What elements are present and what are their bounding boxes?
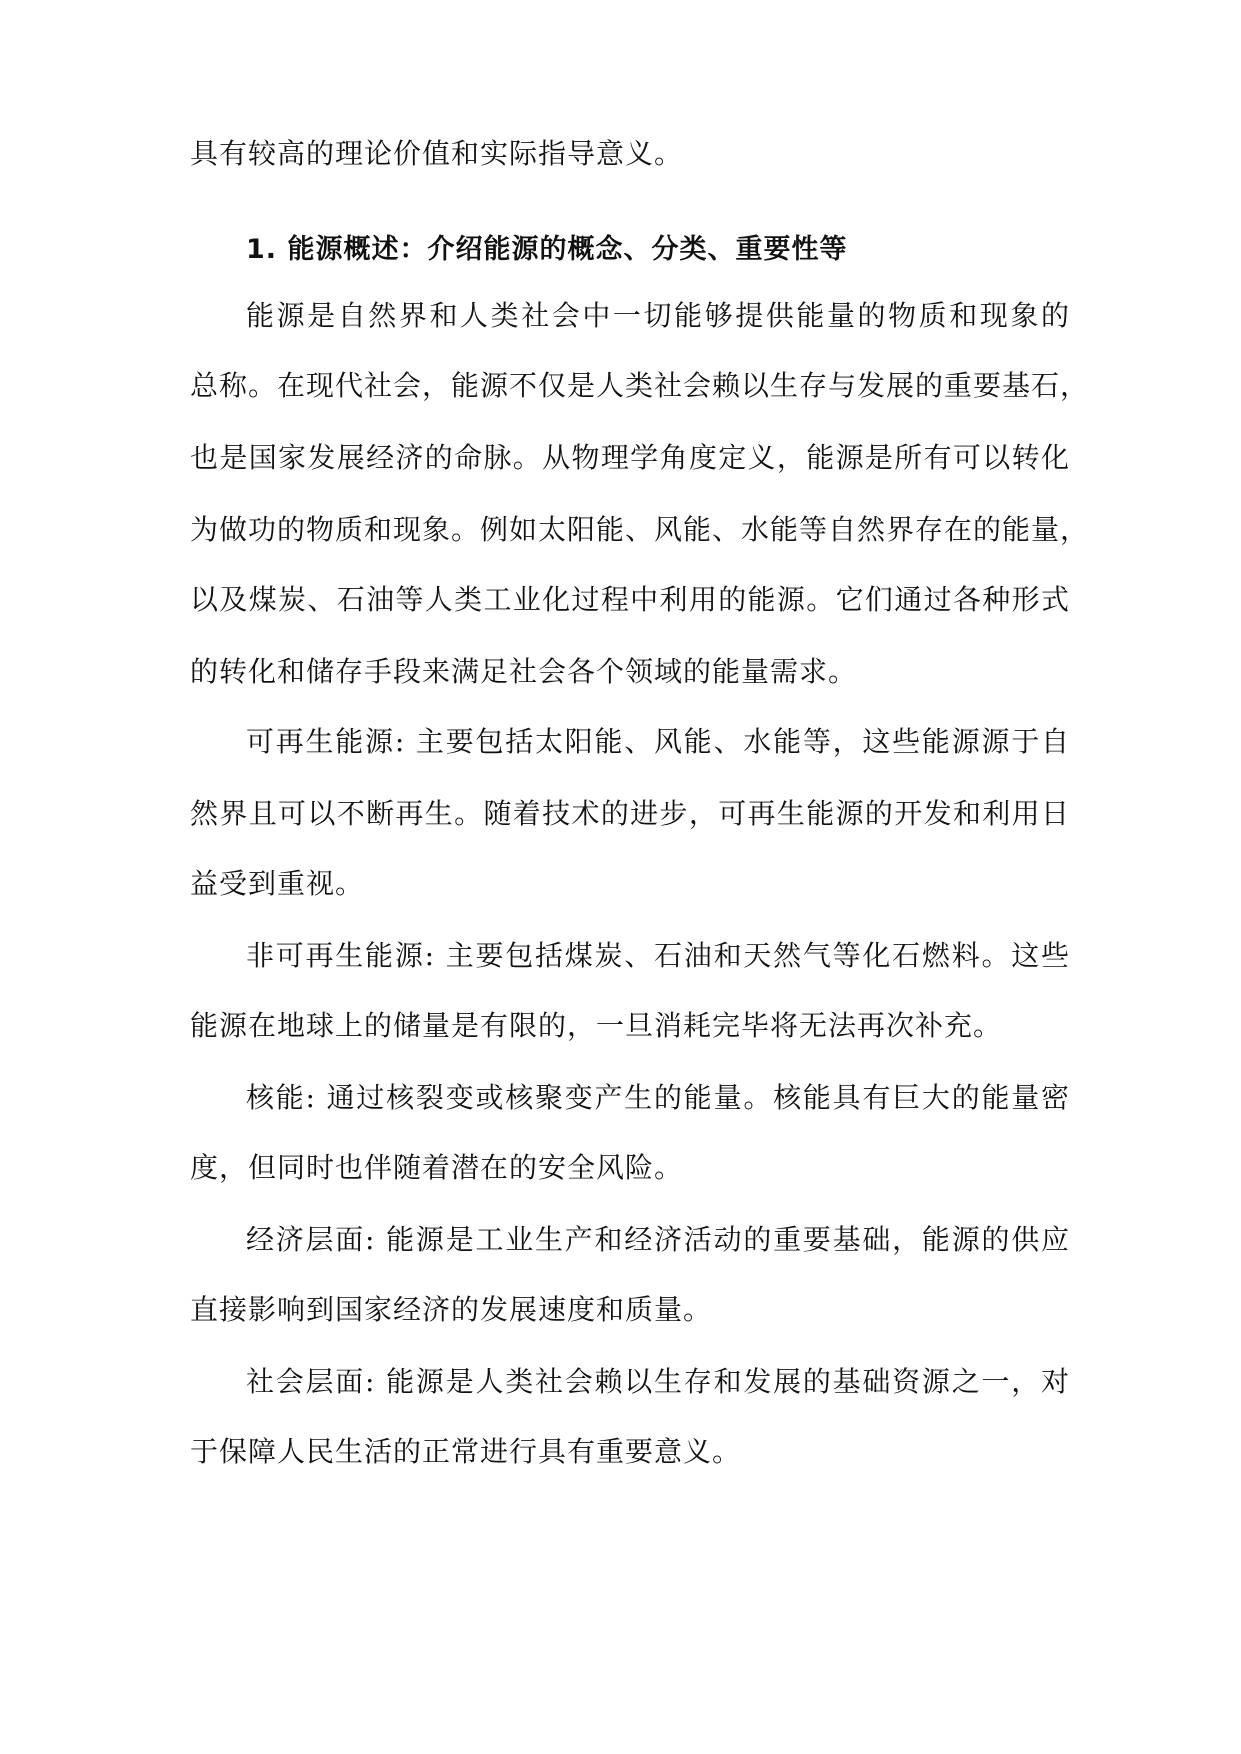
text-line: 具有较高的理论价值和实际指导意义。 bbox=[190, 137, 684, 170]
text-line: 核能: 通过核裂变或核聚变产生的能量。核能具有巨大的能量密 bbox=[246, 1081, 1070, 1114]
text-line: 直接影响到国家经济的发展速度和质量。 bbox=[190, 1293, 713, 1326]
text-line: 总称。在现代社会，能源不仅是人类社会赖以生存与发展的重要基石， bbox=[190, 369, 1090, 402]
text-line: 为做功的物质和现象。例如太阳能、风能、水能等自然界存在的能量， bbox=[190, 513, 1090, 546]
text-line: 也是国家发展经济的命脉。从物理学角度定义，能源是所有可以转化 bbox=[190, 441, 1070, 474]
text-line: 能源是自然界和人类社会中一切能够提供能量的物质和现象的 bbox=[246, 299, 1070, 332]
text-line: 度，但同时也伴随着潜在的安全风险。 bbox=[190, 1151, 684, 1184]
text-line: 于保障人民生活的正常进行具有重要意义。 bbox=[190, 1435, 742, 1468]
text-line: 能源在地球上的储量是有限的，一旦消耗完毕将无法再次补充。 bbox=[190, 1009, 1003, 1042]
text-line: 社会层面: 能源是人类社会赖以生存和发展的基础资源之一，对 bbox=[246, 1365, 1070, 1398]
text-line: 非可再生能源: 主要包括煤炭、石油和天然气等化石燃料。这些 bbox=[246, 939, 1070, 972]
section-heading: 1. 能源概述：介绍能源的概念、分类、重要性等 bbox=[246, 234, 848, 265]
text-line: 然界且可以不断再生。随着技术的进步，可再生能源的开发和利用日 bbox=[190, 797, 1070, 830]
text-line: 的转化和储存手段来满足社会各个领域的能量需求。 bbox=[190, 655, 858, 688]
text-line: 以及煤炭、石油等人类工业化过程中利用的能源。它们通过各种形式 bbox=[190, 583, 1070, 616]
text-line: 可再生能源: 主要包括太阳能、风能、水能等，这些能源源于自 bbox=[246, 725, 1070, 758]
text-line: 经济层面: 能源是工业生产和经济活动的重要基础，能源的供应 bbox=[246, 1223, 1070, 1256]
text-line: 益受到重视。 bbox=[190, 867, 365, 900]
